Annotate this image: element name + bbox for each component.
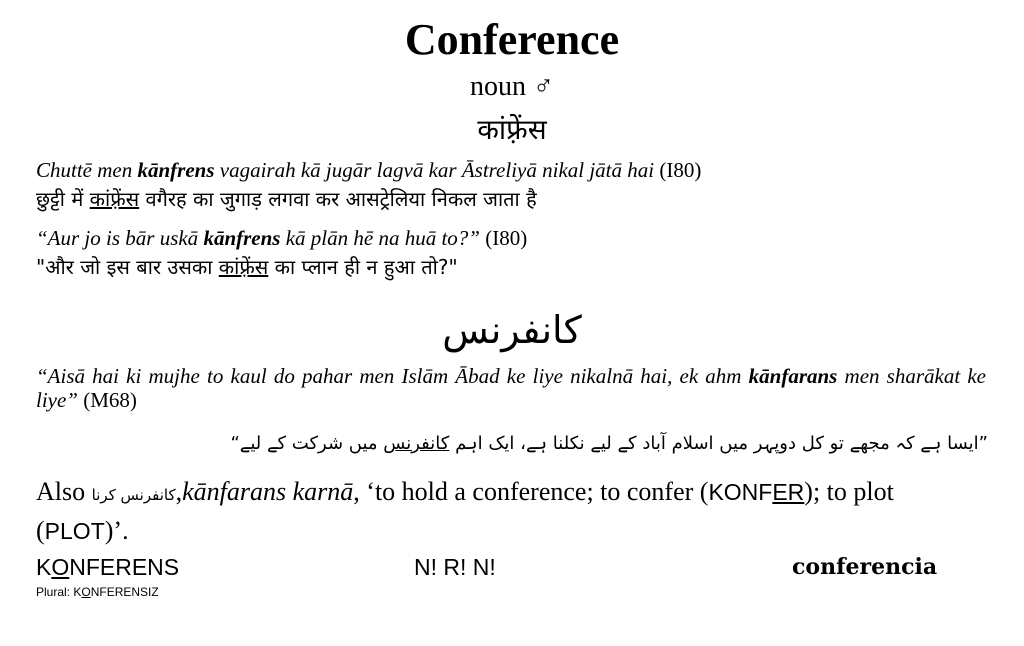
text: میں شرکت کے لیے“	[230, 433, 384, 454]
text: K	[36, 554, 52, 580]
text: "और जो इस बार उसका	[36, 255, 219, 279]
text: Chuttē men	[36, 158, 138, 182]
keyword: kānfrens	[137, 158, 215, 182]
example-1-transliteration	[36, 158, 701, 182]
also-transliteration: kānfarans karnā	[182, 477, 354, 506]
example-2-transliteration	[36, 226, 527, 250]
text: “Aur jo is bār uskā	[36, 226, 204, 250]
keyword: कांफ़्रेंस	[218, 255, 269, 279]
source-ref: (I80)	[654, 158, 702, 182]
konfer-code-stress: ER	[772, 479, 805, 505]
konfer-code: KONF	[708, 479, 773, 505]
keyword: کانفرنس	[383, 433, 450, 454]
gloss: , ‘to hold a conference; to confer (	[353, 477, 709, 506]
text: छुट्टी में	[36, 187, 90, 211]
text: वगैरह का जुगाड़ लगवा कर आसट्रेलिया निकल जाता है	[139, 187, 537, 211]
stress: O	[81, 585, 91, 599]
also-label: Also	[36, 477, 92, 506]
stress: O	[51, 554, 70, 580]
pronunciation-code	[36, 552, 179, 582]
also-note	[36, 474, 991, 549]
text: kā plān hē na huā to?”	[280, 226, 480, 250]
gloss: )’.	[104, 516, 129, 545]
text: ”ایسا ہے کہ مجھے تو کل دوپہر میں اسلام آباد کے لیے نکلنا ہے، ایک اہم	[449, 433, 988, 454]
source-ref: (I80)	[479, 226, 528, 250]
plural-note	[36, 584, 159, 600]
part-of-speech: noun ♂	[470, 71, 554, 102]
mnemonic-code: N! R! N!	[414, 554, 496, 580]
text: “Aisā hai ki mujhe to kaul do pahar men Islām Ābad ke liye nikalnā hai, ek ahm	[36, 364, 749, 388]
urdu-headword: کانفرنس	[442, 308, 582, 352]
hindi-headword: कांफ़्रेंस	[477, 113, 547, 146]
plot-code: PLOT	[44, 518, 105, 544]
spanish-equivalent: conferencia	[792, 554, 938, 580]
example-1-devanagari	[36, 186, 537, 212]
headword: Conference	[404, 15, 620, 64]
text: men sharākat ke liye”	[36, 364, 986, 412]
keyword: kānfarans	[748, 364, 838, 388]
also-urdu: کانفرنس کرنا	[91, 486, 176, 504]
comma: ,	[175, 477, 183, 506]
text: Plural: K	[36, 585, 82, 599]
text: का प्लान ही न हुआ तो?"	[268, 255, 458, 279]
keyword: kānfrens	[203, 226, 281, 250]
gloss: ); to plot (	[36, 477, 894, 545]
text: vagairah kā jugār lagvā kar Āstreliyā nikal jātā hai	[214, 158, 655, 182]
text: NFERENS	[69, 554, 180, 580]
keyword: कांफ़्रेंस	[89, 187, 140, 211]
example-3-transliteration	[36, 364, 986, 412]
example-3-urdu	[230, 430, 988, 458]
text: NFERENSIZ	[90, 585, 159, 599]
example-2-devanagari	[36, 254, 458, 280]
source-ref: (M68)	[78, 388, 137, 412]
